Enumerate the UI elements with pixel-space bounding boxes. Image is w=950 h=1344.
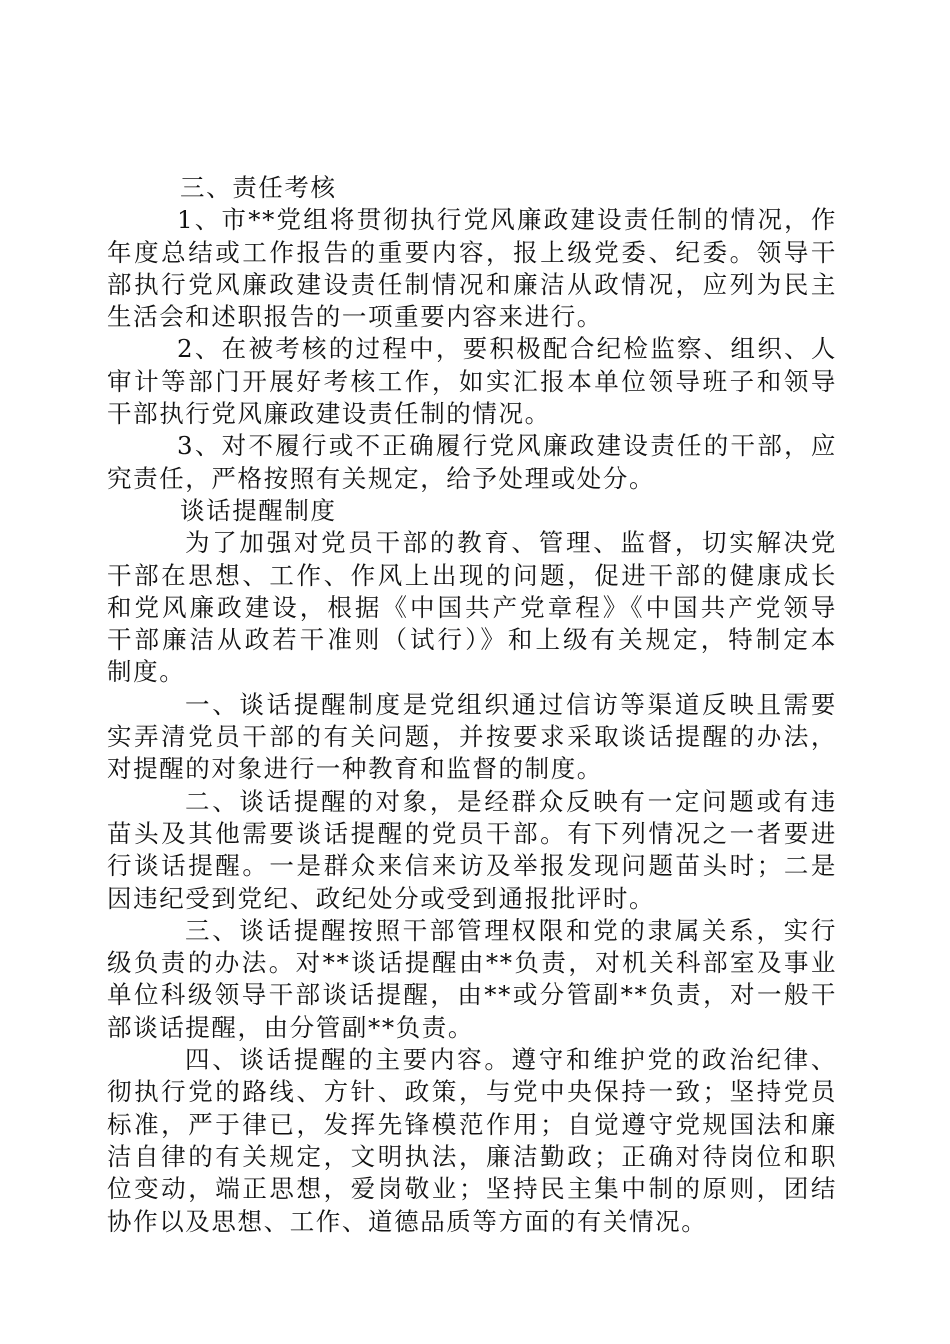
text-line: 为了加强对党员干部的教育、管理、监督，切实解决党 <box>185 528 837 558</box>
text-line: 制度。 <box>107 657 186 687</box>
text-line: 位变动，端正思想，爱岗敬业；坚持民主集中制的原则，团结 <box>107 1174 837 1204</box>
text-line: 洁自律的有关规定，文明执法，廉洁勤政；正确对待岗位和职 <box>107 1141 837 1171</box>
text-line: 生活会和述职报告的一项重要内容来进行。 <box>107 302 603 332</box>
text-line: 究责任，严格按照有关规定，给予处理或处分。 <box>107 463 656 493</box>
text-line: 一、谈话提醒制度是党组织通过信访等渠道反映且需要 <box>185 689 837 719</box>
text-line: 2、在被考核的过程中，要积极配合纪检监察、组织、人 <box>177 334 837 364</box>
text-line: 实弄清党员干部的有关问题，并按要求采取谈话提醒的办法， <box>107 722 837 752</box>
text-line: 3、对不履行或不正确履行党风廉政建设责任的干部，应 <box>177 431 837 461</box>
text-line: 干部在思想、工作、作风上出现的问题，促进干部的健康成长 <box>107 560 837 590</box>
text-line: 干部廉洁从政若干准则（试行）》和上级有关规定，特制定本 <box>107 625 837 655</box>
text-line: 标准，严于律已，发挥先锋模范作用；自觉遵守党规国法和廉 <box>107 1109 837 1139</box>
text-line: 谈话提醒制度 <box>180 495 337 525</box>
text-line: 单位科级领导干部谈话提醒，由**或分管副**负责，对一般干 <box>107 980 837 1010</box>
text-line: 干部执行党风廉政建设责任制的情况。 <box>107 399 551 429</box>
text-line: 三、谈话提醒按照干部管理权限和党的隶属关系，实行 <box>185 915 837 945</box>
text-line: 对提醒的对象进行一种教育和监督的制度。 <box>107 754 603 784</box>
text-line: 彻执行党的路线、方针、政策，与党中央保持一致；坚持党员 <box>107 1077 837 1107</box>
document-body <box>107 172 837 1238</box>
text-line: 苗头及其他需要谈话提醒的党员干部。有下列情况之一者要进 <box>107 818 837 848</box>
text-line: 三、责任考核 <box>180 173 337 202</box>
text-line: 级负责的办法。对**谈话提醒由**负责，对机关科部室及事业 <box>107 948 837 978</box>
text-line: 审计等部门开展好考核工作，如实汇报本单位领导班子和领导 <box>107 366 837 396</box>
text-line: 1、市**党组将贯彻执行党风廉政建设责任制的情况，作 <box>177 205 837 235</box>
text-line: 二、谈话提醒的对象，是经群众反映有一定问题或有违 <box>185 786 837 816</box>
text-line: 行谈话提醒。一是群众来信来访及举报发现问题苗头时；二是 <box>107 851 837 881</box>
text-line: 因违纪受到党纪、政纪处分或受到通报批评时。 <box>107 883 656 913</box>
text-line: 部执行党风廉政建设责任制情况和廉洁从政情况，应列为民主 <box>107 269 837 299</box>
text-line: 四、谈话提醒的主要内容。遵守和维护党的政治纪律、 <box>185 1045 837 1075</box>
text-line: 年度总结或工作报告的重要内容，报上级党委、纪委。领导干 <box>107 237 837 267</box>
text-line: 部谈话提醒，由分管副**负责。 <box>107 1012 474 1042</box>
text-line: 协作以及思想、工作、道德品质等方面的有关情况。 <box>107 1206 708 1236</box>
text-line: 和党风廉政建设，根据《中国共产党章程》《中国共产党领导 <box>107 592 837 622</box>
